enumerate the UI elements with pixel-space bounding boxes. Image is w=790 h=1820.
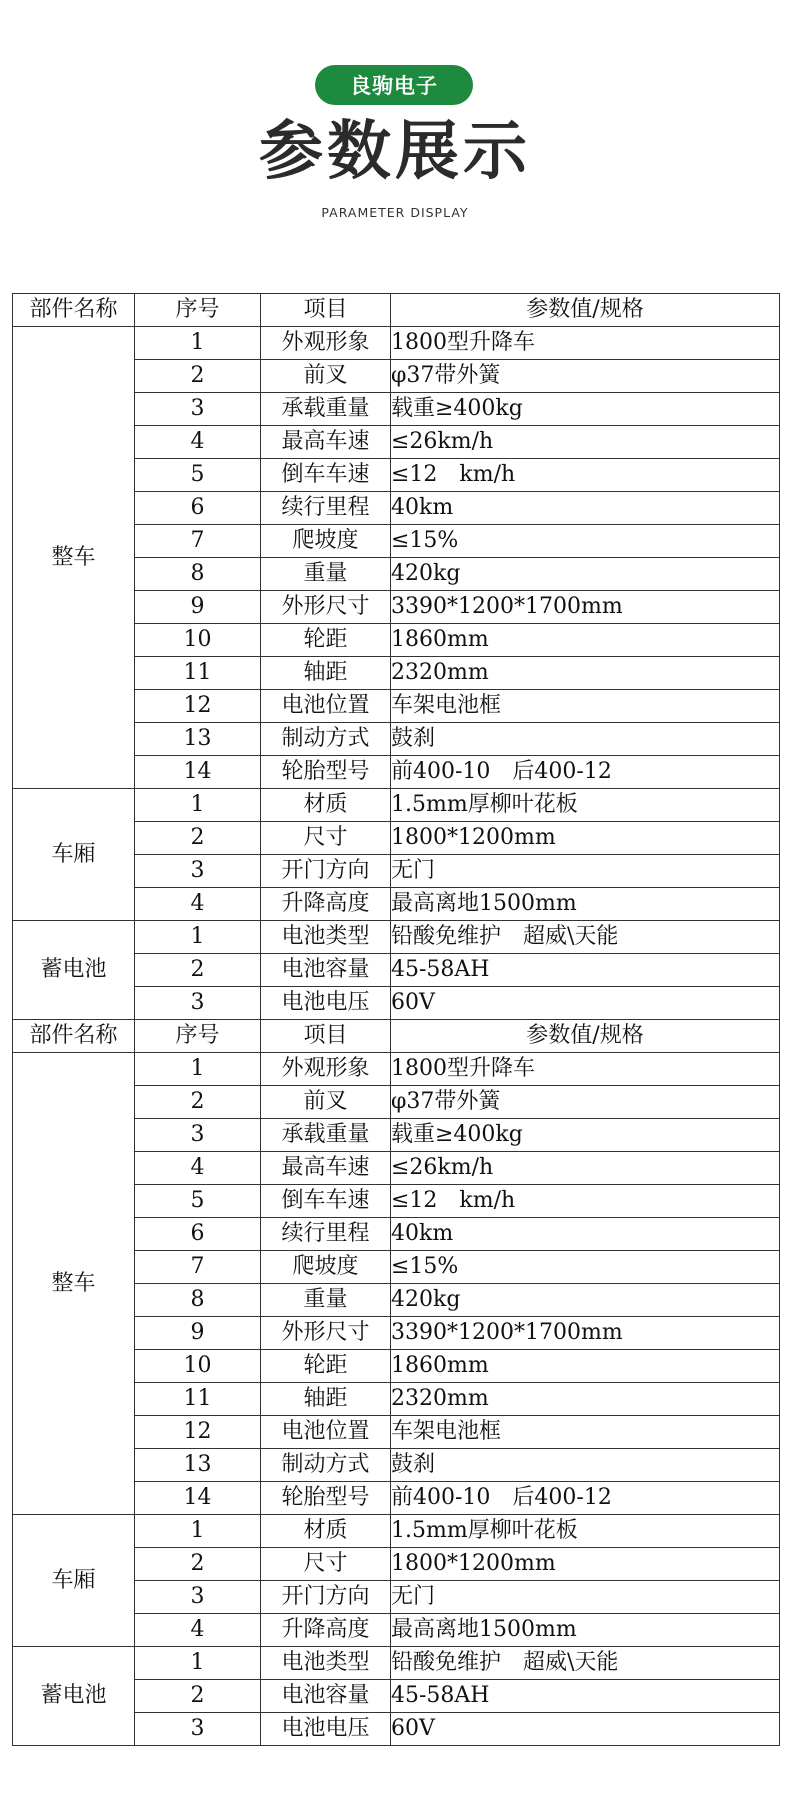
- item-cell: 电池电压: [261, 1713, 391, 1746]
- value-cell: 无门: [391, 1581, 780, 1614]
- component-name-cell: 车厢: [13, 789, 135, 921]
- value-cell: 前400-10 后400-12: [391, 1482, 780, 1515]
- page-title: 参数展示: [259, 115, 531, 189]
- item-cell: 外形尺寸: [261, 1317, 391, 1350]
- table-header-row: [13, 1020, 780, 1053]
- column-header: 部件名称: [13, 294, 135, 327]
- item-cell: 电池类型: [261, 921, 391, 954]
- value-cell: 最高离地1500mm: [391, 1614, 780, 1647]
- value-cell: 3390*1200*1700mm: [391, 591, 780, 624]
- value-cell: 40km: [391, 492, 780, 525]
- serial-number-cell: 11: [135, 1383, 261, 1416]
- serial-number-cell: 10: [135, 624, 261, 657]
- value-cell: 2320mm: [391, 657, 780, 690]
- item-cell: 续行里程: [261, 1218, 391, 1251]
- table-row: [13, 789, 780, 822]
- value-cell: 40km: [391, 1218, 780, 1251]
- value-cell: ≤12 km/h: [391, 459, 780, 492]
- value-cell: 车架电池框: [391, 1416, 780, 1449]
- serial-number-cell: 2: [135, 360, 261, 393]
- value-cell: 1860mm: [391, 624, 780, 657]
- serial-number-cell: 6: [135, 1218, 261, 1251]
- column-header: 项目: [261, 1020, 391, 1053]
- serial-number-cell: 1: [135, 1515, 261, 1548]
- value-cell: 1800型升降车: [391, 1053, 780, 1086]
- serial-number-cell: 8: [135, 558, 261, 591]
- item-cell: 电池电压: [261, 987, 391, 1020]
- component-name-cell: 车厢: [13, 1515, 135, 1647]
- value-cell: 前400-10 后400-12: [391, 756, 780, 789]
- serial-number-cell: 14: [135, 1482, 261, 1515]
- value-cell: 1800*1200mm: [391, 1548, 780, 1581]
- value-cell: 1800型升降车: [391, 327, 780, 360]
- serial-number-cell: 1: [135, 327, 261, 360]
- serial-number-cell: 3: [135, 1581, 261, 1614]
- serial-number-cell: 9: [135, 591, 261, 624]
- table-row: [13, 1647, 780, 1680]
- item-cell: 电池位置: [261, 1416, 391, 1449]
- component-name-cell: 整车: [13, 327, 135, 789]
- item-cell: 前叉: [261, 360, 391, 393]
- item-cell: 开门方向: [261, 855, 391, 888]
- serial-number-cell: 14: [135, 756, 261, 789]
- value-cell: ≤26km/h: [391, 1152, 780, 1185]
- item-cell: 倒车车速: [261, 1185, 391, 1218]
- serial-number-cell: 3: [135, 1713, 261, 1746]
- serial-number-cell: 13: [135, 1449, 261, 1482]
- item-cell: 承载重量: [261, 393, 391, 426]
- item-cell: 最高车速: [261, 426, 391, 459]
- item-cell: 外观形象: [261, 327, 391, 360]
- serial-number-cell: 2: [135, 1680, 261, 1713]
- serial-number-cell: 6: [135, 492, 261, 525]
- serial-number-cell: 5: [135, 459, 261, 492]
- value-cell: 60V: [391, 987, 780, 1020]
- serial-number-cell: 7: [135, 1251, 261, 1284]
- item-cell: 轴距: [261, 1383, 391, 1416]
- serial-number-cell: 3: [135, 855, 261, 888]
- column-header: 参数值/规格: [391, 1020, 780, 1053]
- serial-number-cell: 3: [135, 393, 261, 426]
- serial-number-cell: 12: [135, 1416, 261, 1449]
- value-cell: 鼓刹: [391, 723, 780, 756]
- item-cell: 续行里程: [261, 492, 391, 525]
- serial-number-cell: 2: [135, 822, 261, 855]
- item-cell: 轴距: [261, 657, 391, 690]
- item-cell: 电池类型: [261, 1647, 391, 1680]
- value-cell: 420kg: [391, 1284, 780, 1317]
- serial-number-cell: 2: [135, 1548, 261, 1581]
- serial-number-cell: 9: [135, 1317, 261, 1350]
- serial-number-cell: 3: [135, 987, 261, 1020]
- item-cell: 尺寸: [261, 1548, 391, 1581]
- serial-number-cell: 10: [135, 1350, 261, 1383]
- value-cell: ≤26km/h: [391, 426, 780, 459]
- value-cell: 60V: [391, 1713, 780, 1746]
- serial-number-cell: 1: [135, 921, 261, 954]
- serial-number-cell: 7: [135, 525, 261, 558]
- table-row: [13, 327, 780, 360]
- item-cell: 承载重量: [261, 1119, 391, 1152]
- value-cell: 载重≥400kg: [391, 1119, 780, 1152]
- column-header: 项目: [261, 294, 391, 327]
- serial-number-cell: 12: [135, 690, 261, 723]
- item-cell: 电池位置: [261, 690, 391, 723]
- serial-number-cell: 2: [135, 1086, 261, 1119]
- column-header: 参数值/规格: [391, 294, 780, 327]
- value-cell: 420kg: [391, 558, 780, 591]
- parameter-table: [12, 293, 780, 1746]
- value-cell: φ37带外簧: [391, 1086, 780, 1119]
- item-cell: 尺寸: [261, 822, 391, 855]
- item-cell: 材质: [261, 1515, 391, 1548]
- column-header: 部件名称: [13, 1020, 135, 1053]
- item-cell: 升降高度: [261, 1614, 391, 1647]
- value-cell: ≤15%: [391, 525, 780, 558]
- item-cell: 制动方式: [261, 723, 391, 756]
- value-cell: 无门: [391, 855, 780, 888]
- item-cell: 材质: [261, 789, 391, 822]
- value-cell: 载重≥400kg: [391, 393, 780, 426]
- serial-number-cell: 8: [135, 1284, 261, 1317]
- value-cell: 车架电池框: [391, 690, 780, 723]
- serial-number-cell: 3: [135, 1119, 261, 1152]
- brand-badge: 良驹电子: [315, 65, 473, 105]
- page-subtitle: PARAMETER DISPLAY: [321, 205, 469, 220]
- value-cell: 1.5mm厚柳叶花板: [391, 1515, 780, 1548]
- item-cell: 外形尺寸: [261, 591, 391, 624]
- column-header: 序号: [135, 294, 261, 327]
- value-cell: 1800*1200mm: [391, 822, 780, 855]
- item-cell: 爬坡度: [261, 525, 391, 558]
- item-cell: 爬坡度: [261, 1251, 391, 1284]
- value-cell: ≤12 km/h: [391, 1185, 780, 1218]
- serial-number-cell: 4: [135, 1152, 261, 1185]
- item-cell: 轮距: [261, 1350, 391, 1383]
- serial-number-cell: 1: [135, 1053, 261, 1086]
- value-cell: 1860mm: [391, 1350, 780, 1383]
- component-name-cell: 蓄电池: [13, 921, 135, 1020]
- value-cell: 3390*1200*1700mm: [391, 1317, 780, 1350]
- item-cell: 最高车速: [261, 1152, 391, 1185]
- item-cell: 轮胎型号: [261, 1482, 391, 1515]
- item-cell: 轮距: [261, 624, 391, 657]
- item-cell: 外观形象: [261, 1053, 391, 1086]
- component-name-cell: 蓄电池: [13, 1647, 135, 1746]
- item-cell: 开门方向: [261, 1581, 391, 1614]
- item-cell: 轮胎型号: [261, 756, 391, 789]
- item-cell: 前叉: [261, 1086, 391, 1119]
- value-cell: 1.5mm厚柳叶花板: [391, 789, 780, 822]
- item-cell: 升降高度: [261, 888, 391, 921]
- table-header-row: [13, 294, 780, 327]
- serial-number-cell: 4: [135, 1614, 261, 1647]
- column-header: 序号: [135, 1020, 261, 1053]
- serial-number-cell: 5: [135, 1185, 261, 1218]
- value-cell: 鼓刹: [391, 1449, 780, 1482]
- value-cell: ≤15%: [391, 1251, 780, 1284]
- serial-number-cell: 4: [135, 888, 261, 921]
- table-row: [13, 921, 780, 954]
- value-cell: 2320mm: [391, 1383, 780, 1416]
- item-cell: 电池容量: [261, 1680, 391, 1713]
- item-cell: 倒车车速: [261, 459, 391, 492]
- value-cell: 45-58AH: [391, 954, 780, 987]
- item-cell: 重量: [261, 558, 391, 591]
- serial-number-cell: 1: [135, 789, 261, 822]
- value-cell: 铅酸免维护 超威\天能: [391, 921, 780, 954]
- serial-number-cell: 1: [135, 1647, 261, 1680]
- value-cell: 45-58AH: [391, 1680, 780, 1713]
- serial-number-cell: 13: [135, 723, 261, 756]
- item-cell: 重量: [261, 1284, 391, 1317]
- value-cell: φ37带外簧: [391, 360, 780, 393]
- serial-number-cell: 2: [135, 954, 261, 987]
- value-cell: 最高离地1500mm: [391, 888, 780, 921]
- item-cell: 制动方式: [261, 1449, 391, 1482]
- table-row: [13, 1515, 780, 1548]
- serial-number-cell: 4: [135, 426, 261, 459]
- item-cell: 电池容量: [261, 954, 391, 987]
- component-name-cell: 整车: [13, 1053, 135, 1515]
- value-cell: 铅酸免维护 超威\天能: [391, 1647, 780, 1680]
- table-row: [13, 1053, 780, 1086]
- serial-number-cell: 11: [135, 657, 261, 690]
